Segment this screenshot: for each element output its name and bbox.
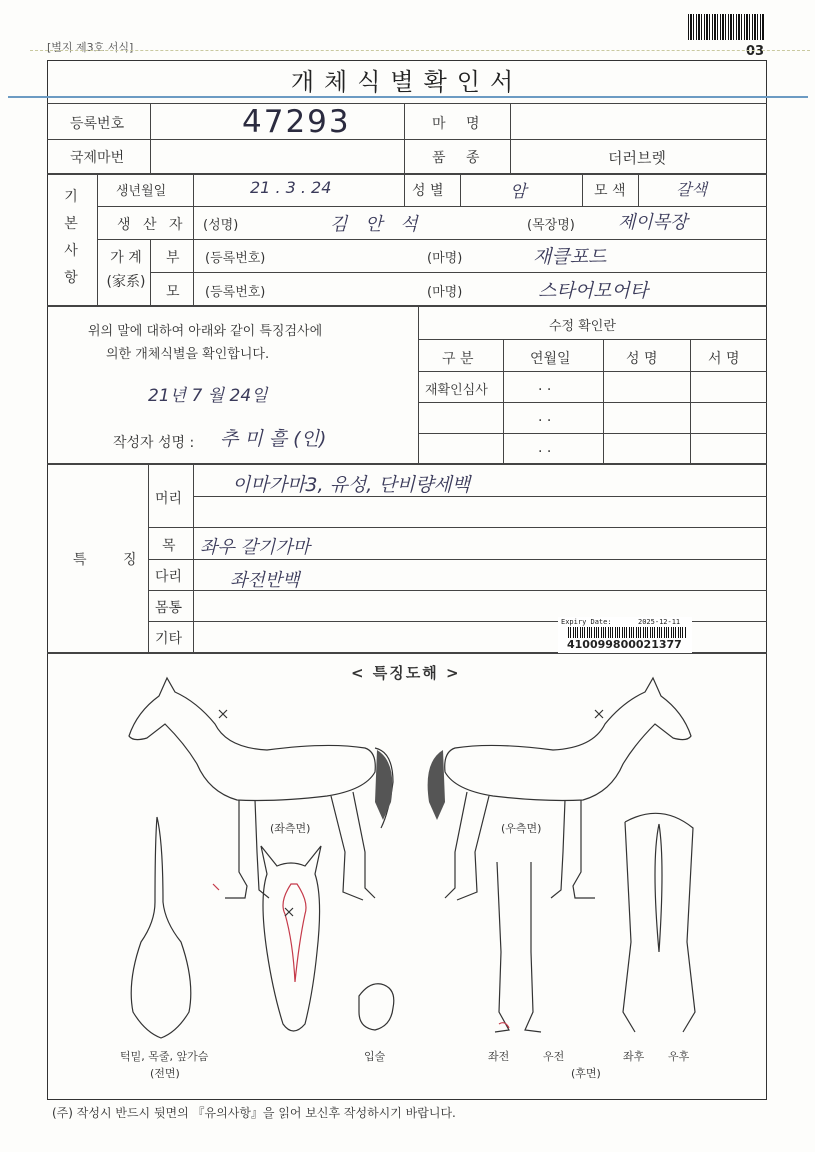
recheck-label: 재확인심사	[425, 383, 488, 398]
expiry-sticker	[558, 617, 692, 653]
features-label: 특 징	[73, 552, 153, 568]
color-label: 모 색	[594, 183, 626, 199]
dam-name-value[interactable]: 스타어모어타	[538, 280, 649, 302]
rule	[690, 339, 691, 463]
writer-value[interactable]: 추 미 흘 (인)	[220, 428, 327, 450]
col-category: 구 분	[442, 351, 474, 367]
footnote: (주) 작성시 반드시 뒷면의 『유의사항』을 읽어 보신후 작성하시기 바랍니다.	[52, 1106, 456, 1120]
rule	[418, 305, 419, 463]
left-side-caption: (좌측면)	[270, 822, 311, 835]
page-number: 03	[746, 44, 765, 59]
front-caption-2: (전면)	[150, 1067, 180, 1080]
rule	[47, 139, 767, 140]
dashed-rule	[30, 50, 810, 51]
rule	[418, 402, 767, 403]
rule	[510, 103, 511, 173]
right-side-horse	[428, 678, 691, 900]
muzzle-caption: 입술	[364, 1050, 386, 1063]
rule	[193, 239, 194, 305]
body-label: 몸통	[155, 600, 183, 616]
rule	[418, 433, 767, 434]
producer-name-sub: (성명)	[203, 218, 239, 233]
other-label: 기타	[155, 631, 183, 647]
horse-name-label: 마 명	[432, 116, 488, 132]
muzzle-view	[359, 984, 394, 1030]
col-name: 성 명	[626, 351, 658, 367]
dam-reg-sub: (등록번호)	[205, 285, 266, 300]
expiry-date: 2025-12-11	[638, 618, 681, 626]
writer-label: 작성자 성명 :	[113, 435, 195, 451]
head-value[interactable]: 이마가마3, 유성, 단비량세백	[232, 474, 471, 496]
dam-label: 모	[166, 284, 180, 300]
rule	[404, 173, 405, 206]
producer-label: 생 산 자	[117, 217, 187, 233]
intl-no-label: 국제마번	[70, 150, 125, 166]
right-front-caption: 우전	[543, 1050, 565, 1063]
front-legs-view	[495, 862, 541, 1032]
farm-value[interactable]: 제이목장	[618, 212, 688, 233]
revision-title: 수정 확인란	[549, 319, 616, 334]
rule	[47, 463, 767, 465]
breed-label: 품 종	[432, 150, 488, 166]
rule	[148, 527, 767, 528]
rule	[47, 103, 767, 104]
birth-value[interactable]: 21 . 3 . 24	[250, 178, 332, 197]
legs-value[interactable]: 좌전반백	[230, 570, 300, 591]
right-side-caption: (우측면)	[501, 822, 542, 835]
birth-label: 생년월일	[116, 184, 167, 199]
basic-section-label: 기본사항	[64, 189, 78, 286]
neck-label: 목	[162, 538, 176, 554]
rule	[503, 339, 504, 463]
expiry-label: Expiry Date:	[561, 618, 612, 626]
rule	[150, 239, 151, 305]
left-hind-caption: 좌후	[623, 1050, 645, 1063]
row3-date[interactable]: . .	[538, 440, 552, 456]
front-caption: 턱밑, 목줄, 앞가슴	[120, 1050, 209, 1063]
col-signature: 서 명	[708, 351, 740, 367]
rule	[97, 239, 767, 240]
form-label: [별지 제3호 서식]	[47, 41, 134, 54]
rule	[404, 103, 405, 173]
rule	[193, 463, 194, 652]
rule	[603, 339, 604, 463]
neck-value[interactable]: 좌우 갈기가마	[200, 537, 311, 558]
rule	[460, 173, 461, 206]
sire-name-value[interactable]: 재클포드	[533, 246, 607, 268]
expiry-code: 410099800021377	[567, 638, 682, 651]
left-front-caption: 좌전	[488, 1050, 510, 1063]
head-front-view	[261, 846, 321, 1031]
top-barcode	[688, 14, 764, 40]
sire-label: 부	[166, 250, 180, 266]
right-hind-caption: 우후	[668, 1050, 690, 1063]
farm-sub: (목장명)	[527, 218, 575, 233]
sex-label: 성 별	[412, 183, 444, 199]
lineage-label: 가 계 (家系)	[106, 250, 146, 290]
color-value[interactable]: 갈색	[676, 180, 707, 199]
page-title: 개체식별확인서	[290, 68, 524, 96]
sire-name-sub: (마명)	[427, 251, 463, 266]
head-label: 머리	[155, 491, 183, 507]
reg-no-label: 등록번호	[70, 116, 125, 132]
rear-view	[623, 813, 695, 1032]
statement-line-2: 의한 개체식별을 확인합니다.	[106, 347, 270, 362]
rule	[150, 103, 151, 173]
breed-value[interactable]: 더러브렛	[608, 149, 666, 167]
rule	[418, 371, 767, 372]
horse-diagram	[47, 652, 767, 1100]
expiry-barcode	[568, 627, 686, 638]
rule	[150, 272, 767, 273]
row2-date[interactable]: . .	[538, 409, 552, 425]
rule	[47, 173, 767, 175]
confirm-date[interactable]: 21년 7 월 24일	[148, 386, 268, 406]
col-date: 연월일	[530, 351, 571, 367]
rule	[148, 559, 767, 560]
diagram-title: < 특징도해 >	[351, 664, 461, 682]
dam-name-sub: (마명)	[427, 285, 463, 300]
rear-caption: (후면)	[571, 1067, 601, 1080]
rule	[418, 339, 767, 340]
rule	[97, 206, 767, 207]
rule	[47, 305, 767, 307]
legs-label: 다리	[155, 569, 183, 585]
rule	[582, 173, 583, 206]
left-side-horse	[129, 678, 393, 900]
scan-line	[8, 96, 808, 98]
statement-line-1: 위의 말에 대하여 아래와 같이 특징검사에	[88, 324, 323, 339]
front-chest-view	[131, 817, 191, 1038]
sex-value[interactable]: 암	[510, 182, 527, 202]
rule	[193, 173, 194, 239]
rule	[97, 173, 98, 305]
reg-no-value[interactable]: 47293	[242, 104, 351, 140]
rule	[638, 173, 639, 206]
sire-reg-sub: (등록번호)	[205, 251, 266, 266]
producer-value[interactable]: 김 안 석	[330, 214, 424, 235]
row1-date[interactable]: . .	[538, 378, 552, 394]
